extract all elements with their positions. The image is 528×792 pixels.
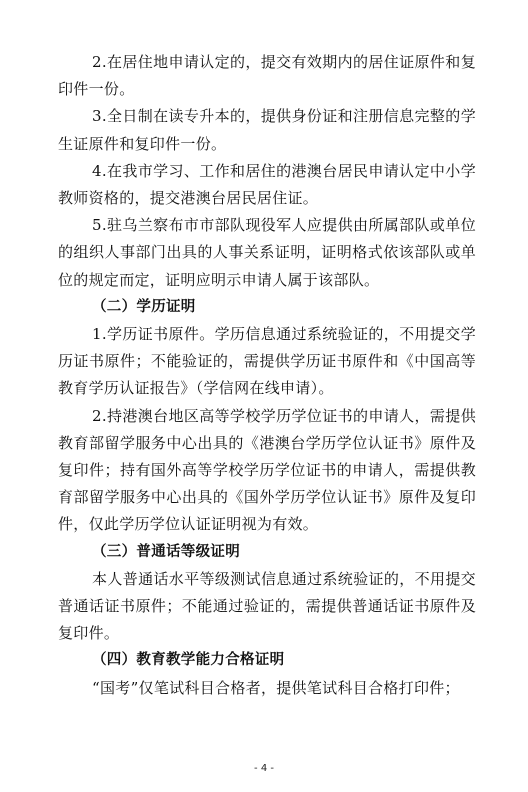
paragraph-residence-permit: 2.在居住地申请认定的，提交有效期内的居住证原件和复印件一份。 — [58, 53, 476, 99]
paragraph-national-exam: “国考”仅笔试科目合格者，提供笔试科目合格打印件； — [92, 678, 460, 697]
paragraph-diploma-original: 1.学历证书原件。学历信息通过系统验证的，不用提交学历证书原件；不能验证的，需提供学历证书原件和《中国高等教育学历认证报告》（学信网在线申请）。 — [58, 325, 476, 398]
paragraph-mandarin-certificate: 本人普通话水平等级测试信息通过系统验证的，不用提交普通话证书原件；不能通过验证的，需提供普通话证书原件及复印件。 — [58, 569, 476, 643]
section-heading-teaching-ability-proof: （四）教育教学能力合格证明 — [92, 652, 285, 669]
page-number: - 4 - — [254, 763, 274, 774]
section-heading-mandarin-proof: （三）普通话等级证明 — [92, 543, 240, 560]
paragraph-full-time-student: 3.全日制在读专升本的，提供身份证和注册信息完整的学生证原件和复印件一份。 — [58, 107, 476, 153]
paragraph-hk-macao-taiwan-residents: 4.在我市学习、工作和居住的港澳台居民申请认定中小学教师资格的，提交港澳台居民居住证。 — [58, 161, 476, 208]
section-heading-education-proof: （二）学历证明 — [92, 298, 196, 315]
document-body — [58, 49, 476, 702]
paragraph-military-personnel: 5.驻乌兰察布市市部队现役军人应提供由所属部队或单位的组织人事部门出具的人事关系证明，证明格式依该部队或单位的规定而定，证明应明示申请人属于该部队。 — [58, 216, 476, 289]
paragraph-overseas-degree: 2.持港澳台地区高等学校学历学位证书的申请人，需提供教育部留学服务中心出具的《港澳台学历学位认证书》原件及复印件；持有国外高等学校学历学位证书的申请人，需提供教育部留学服务中心出具的《国外学历学位认证书》原件及复印件，仅此学历学位认证证明视为有效。 — [58, 406, 476, 534]
